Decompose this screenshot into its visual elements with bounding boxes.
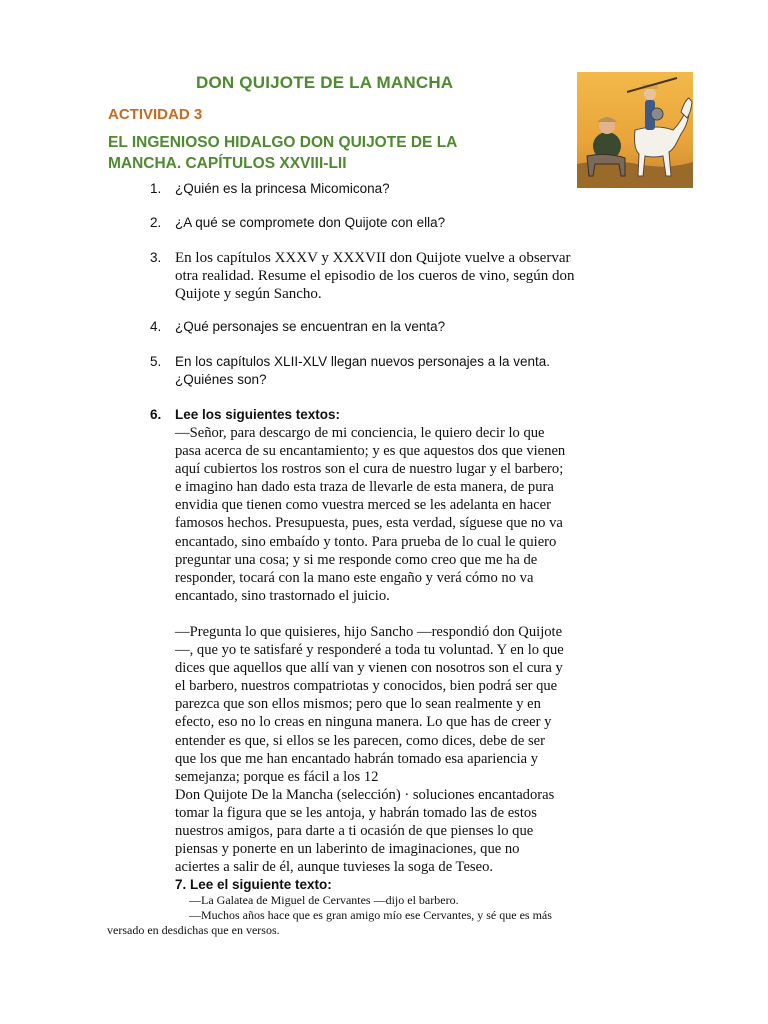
- question-number: 2.: [150, 215, 162, 230]
- passage-line: envidia que tienen como vuestra merced se les adelanta en hacer: [175, 497, 552, 514]
- passage-line: famosos hechos. Presupuesta, pues, esta verdad, síguese que no va: [175, 515, 563, 532]
- question-7-text: [107, 893, 667, 938]
- passage-line: tomar la figura que se les antoja, y habrán tomado las de estos: [175, 804, 537, 821]
- passage-line: Don Quijote De la Mancha (selección) · soluciones encantadoras: [175, 786, 555, 803]
- passage-line: aciertes a salir de él, aunque tuvieses la soga de Teseo.: [175, 859, 494, 876]
- question-text: ¿A qué se compromete don Quijote con ella?: [175, 215, 446, 230]
- passage-line: encantado, sino trastornado el juicio.: [175, 587, 390, 604]
- activity-heading: ACTIVIDAD 3: [108, 106, 203, 123]
- question-number: 1.: [150, 181, 162, 196]
- question-number: 4.: [150, 319, 162, 334]
- q7-line: —La Galatea de Miguel de Cervantes —dijo el barbero.: [189, 893, 459, 907]
- passage-line: e imagino han dado esta traza de llevarle de esta manera, de pura: [175, 479, 554, 496]
- passage-line: responder, tocará con la mano este engaño y verá cómo no va: [175, 569, 534, 586]
- question-5: [150, 353, 660, 389]
- passage-line: pasa acerca de su encantamiento; y es que aquestos dos que vienen: [175, 443, 566, 460]
- passage-paragraph-1: [175, 424, 675, 605]
- question-line: En los capítulos XXXV y XXXVII don Quijote vuelve a observar: [175, 250, 571, 266]
- passage-paragraph-2: [175, 623, 675, 876]
- question-number: 3.: [150, 250, 162, 265]
- subtitle-line-1: EL INGENIOSO HIDALGO DON QUIJOTE DE LA: [108, 134, 458, 151]
- passage-line: —Señor, para descargo de mi conciencia, le quiero decir lo que: [175, 425, 545, 441]
- passage-line: —Pregunta lo que quisieres, hijo Sancho —respondió don Quijote: [175, 623, 563, 640]
- passage-line: entender es que, si ellos se les parecen, como dices, debe de ser: [175, 732, 545, 749]
- don-quijote-illustration: [577, 72, 693, 188]
- question-6: [150, 406, 660, 424]
- question-line: Quijote y según Sancho.: [175, 286, 322, 302]
- question-text: [175, 249, 660, 303]
- question-line: otra realidad. Resume el episodio de los cueros de vino, según don: [175, 268, 575, 284]
- passage-line: piensas y ponerte en un laberinto de imaginaciones, que no: [175, 841, 520, 858]
- passage-line: parezca que son ellos mismos; pero que lo sean realmente y en: [175, 696, 541, 713]
- question-number: 5.: [150, 354, 162, 369]
- question-2: [150, 214, 660, 232]
- question-text: Lee los siguientes textos:: [175, 407, 341, 422]
- passage-line: —, que yo te satisfaré y responderé a toda tu voluntad. Y en lo que: [175, 642, 564, 659]
- question-line: En los capítulos XLII-XLV llegan nuevos personajes a la venta.: [175, 354, 550, 369]
- passage-line: que los que me han encantado habrán tomado esa apariencia y: [175, 750, 539, 767]
- question-text: ¿Qué personajes se encuentran en la venta?: [175, 319, 446, 334]
- subtitle-line-2: MANCHA. CAPÍTULOS XXVIII-LII: [108, 155, 347, 172]
- passage-line: nuestros amigos, para darte a ti ocasión de que pienses lo que: [175, 822, 534, 839]
- question-1: [150, 180, 660, 198]
- question-number: 6.: [150, 407, 162, 422]
- chapter-subtitle: [108, 132, 548, 174]
- question-text: ¿Quién es la princesa Micomicona?: [175, 181, 390, 196]
- passage-line: el barbero, nuestros compatriotas y conocidos, bien podrá ser que: [175, 678, 558, 695]
- question-line: ¿Quiénes son?: [175, 372, 267, 387]
- question-7-label: 7. Lee el siguiente texto:: [175, 877, 332, 892]
- question-3: [150, 249, 660, 303]
- document-title: DON QUIJOTE DE LA MANCHA: [196, 73, 454, 92]
- paragraph-gap: [175, 605, 675, 623]
- passage-line: efecto, eso no lo creas en ninguna manera. Lo que has de creer y: [175, 714, 552, 731]
- passage-line: dices que aquellos que allí van y vienen con nosotros son el cura y: [175, 660, 563, 677]
- passage-line: semejanza; porque es fácil a los 12: [175, 768, 379, 785]
- q7-line: —Muchos años hace que es gran amigo mío ese Cervantes, y sé que es más: [189, 908, 552, 922]
- passage-line: aquí cubiertos los rostros son el cura de nuestro lugar y el barbero;: [175, 461, 564, 478]
- question-text: [175, 353, 660, 389]
- passage-line: preguntar una cosa; y si me responde como creo que me ha de: [175, 551, 538, 568]
- quoted-passage: [175, 424, 675, 876]
- question-4: [150, 318, 660, 336]
- passage-line: encantado, sino embaído y tonto. Para prueba de lo cual le quiero: [175, 533, 557, 550]
- q7-line: versado en desdichas que en versos.: [107, 923, 280, 937]
